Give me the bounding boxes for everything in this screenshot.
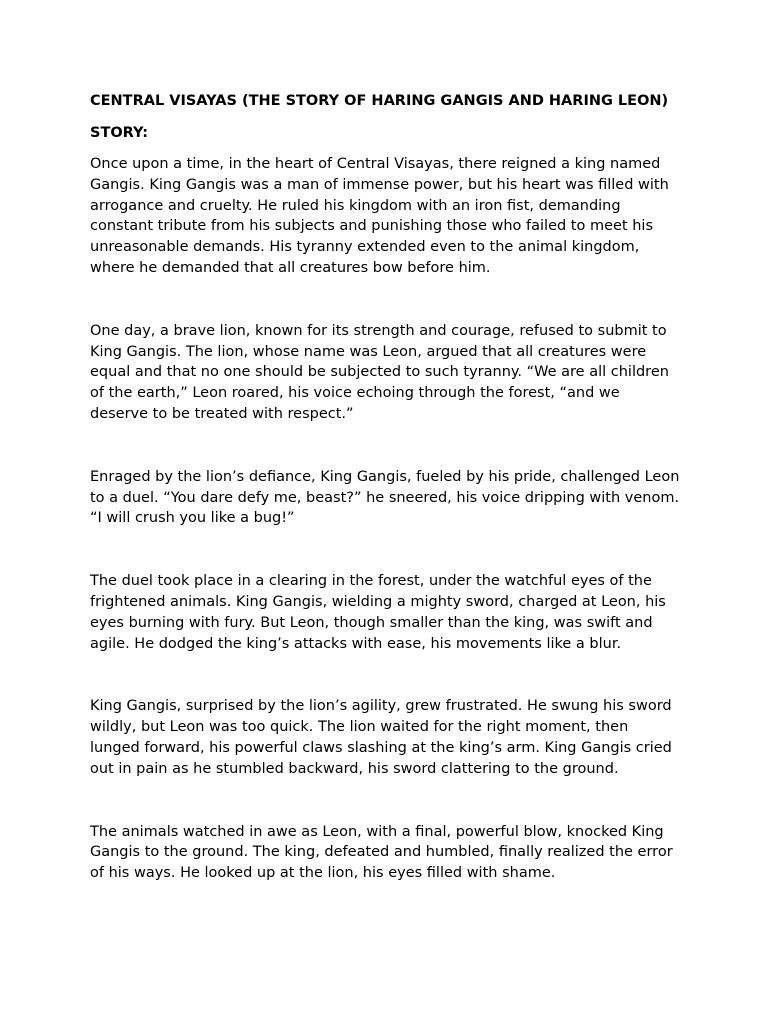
story-paragraph: One day, a brave lion, known for its strength and courage, refused to submit to King Gangis. The lion, whose name was Leon, argued that all creatures were equal and that no one should be subjected to such tyranny. “We are all children of the earth,” Leon roared, his voice echoing through the forest, “and we deserve to be treated with respect.” — [90, 322, 669, 422]
document-body — [90, 91, 680, 926]
story-paragraph: Enraged by the lion’s defiance, King Gangis, fueled by his pride, challenged Leon to a duel. “You dare defy me, beast?” he sneered, his voice dripping with venom. “I will crush you like a bug!” — [90, 468, 680, 527]
story-paragraph: The duel took place in a clearing in the forest, under the watchful eyes of the frightened animals. King Gangis, wielding a mighty sword, charged at Leon, his eyes burning with fury. But Leon, though smaller than the king, was swift and agile. He dodged the king’s attacks with ease, his movements like a blur. — [90, 573, 666, 652]
document-title: CENTRAL VISAYAS (THE STORY OF HARING GANGIS AND HARING LEON) — [90, 93, 669, 109]
story-paragraph: King Gangis, surprised by the lion’s agility, grew frustrated. He swung his sword wildly, but Leon was too quick. The lion waited for the right moment, then lunged forward, his powerful claws slashing at the king’s arm. King Gangis cried out in pain as he stumbled backward, his sword clattering to the ground. — [90, 698, 672, 777]
story-paragraph: The animals watched in awe as Leon, with a final, powerful blow, knocked King Gangis to the ground. The king, defeated and humbled, finally realized the error of his ways. He looked up at the lion, his eyes filled with shame. — [90, 823, 673, 882]
story-paragraph: Once upon a time, in the heart of Central Visayas, there reigned a king named Gangis. King Gangis was a man of immense power, but his heart was filled with arrogance and cruelty. He ruled his kingdom with an iron fist, demanding constant tribute from his subjects and punishing those who failed to meet his unreasonable demands. His tyranny extended even to the animal kingdom, where he demanded that all creatures bow before him. — [90, 156, 669, 276]
section-label: STORY: — [90, 125, 149, 141]
